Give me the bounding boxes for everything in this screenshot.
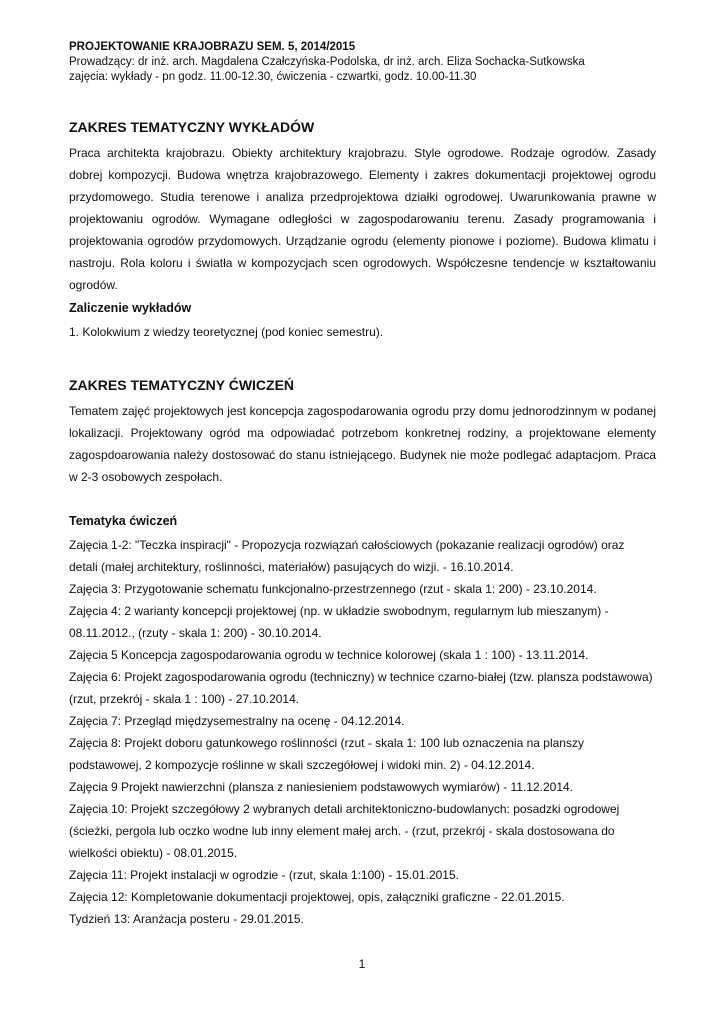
schedule-line: zajęcia: wykłady - pn godz. 11.00-12.30, ćwiczenia - czwartki, godz. 10.00-11.30 [69, 71, 477, 83]
topic-item: Zajęcia 3: Przygotowanie schematu funkcjonalno-przestrzennego (rzut - skala 1: 200) - 23.10.2014. [69, 582, 597, 596]
topic-item: Zajęcia 10: Projekt szczegółowy 2 wybranych detali architektoniczno-budowlanych: posadzki ogrodowej (ścieżki, pergola lub oczko wodne lub inny element małej arch. - (rzut, przekrój - skala dostosowana do wielkości obiektu) - 08.01.2015. [69, 802, 620, 860]
document-header [69, 40, 656, 85]
topic-item: Zajęcia 7: Przegląd międzysemestralny na ocenę - 04.12.2014. [69, 714, 405, 728]
exercises-section-title: ZAKRES TEMATYCZNY ĆWICZEŃ [69, 377, 295, 393]
topic-item: Zajęcia 8: Projekt doboru gatunkowego roślinności (rzut - skala 1: 100 lub oznaczenia na planszy podstawowej, 2 kompozycje roślinne w skali szczegółowej i widoki min. 2) - 04.12.2014. [69, 736, 584, 772]
topic-item: Zajęcia 9 Projekt nawierzchni (plansza z naniesieniem podstawowych wymiarów) - 11.12.2014. [69, 780, 574, 794]
topic-item: Zajęcia 11: Projekt instalacji w ogrodzie - (rzut, skala 1:100) - 15.01.2015. [69, 868, 459, 882]
topic-item: Zajęcia 12: Kompletowanie dokumentacji projektowej, opis, załączniki graficzne - 22.01.2015. [69, 890, 565, 904]
topics-title: Tematyka ćwiczeń [69, 514, 178, 528]
topic-item: Tydzień 13: Aranżacja posteru - 29.01.2015. [69, 912, 304, 926]
lectures-credit-body: 1. Kolokwium z wiedzy teoretycznej (pod koniec semestru). [69, 325, 384, 339]
instructors-line: Prowadzący: dr inż. arch. Magdalena Czałczyńska-Podolska, dr inż. arch. Eliza Sochacka-Sutkowska [69, 56, 585, 68]
lectures-body: Praca architekta krajobrazu. Obiekty architektury krajobrazu. Style ogrodowe. Rodzaje ogrodów. Zasady dobrej kompozycji. Budowa wnętrza krajobrazowego. Elementy i zakres dokumentacji projektowej ogrodu przydomowego. Studia terenowe i analiza przedprojektowa działki ogrodowej. Uwarunkowania prawne w projektowaniu ogrodów. Wymagane odległości w zagospodarowaniu terenu. Zasady programowania i projektowania ogrodów przydomowych. Urządzanie ogrodu (elementy pionowe i poziome). Budowa klimatu i nastroju. Rola koloru i światła w kompozycjach scen ogrodowych. Współczesne tendencje w kształtowaniu ogrodów. [69, 146, 656, 292]
topic-item: Zajęcia 6: Projekt zagospodarowania ogrodu (techniczny) w technice czarno-białej (tzw. plansza podstawowa) (rzut, przekrój - skala 1 : 100) - 27.10.2014. [69, 670, 653, 706]
topic-item: Zajęcia 1-2: "Teczka inspiracji" - Propozycja rozwiązań całościowych (pokazanie realizacji ogrodów) oraz detali (małej architektury, roślinności, materiałów) pasujących do wizji. - 16.10.2014. [69, 538, 625, 574]
course-title: PROJEKTOWANIE KRAJOBRAZU SEM. 5, 2014/2015 [69, 41, 356, 53]
document-page [69, 40, 656, 930]
topic-item: Zajęcia 4: 2 warianty koncepcji projektowej (np. w układzie swobodnym, regularnym lub mieszanym) - 08.11.2012., (rzuty - skala 1: 200) - 30.10.2014. [69, 604, 609, 640]
exercises-body: Tematem zajęć projektowych jest koncepcja zagospodarowania ogrodu przy domu jednorodzinnym w podanej lokalizacji. Projektowany ogród ma odpowiadać potrzebom konkretnej rodziny, a projektowane elementy zagospdoarowania należy dostosować do stanu istniejącego. Budynek nie może podlegać adaptacjom. Praca w 2-3 osobowych zespołach. [69, 404, 656, 484]
topic-item: Zajęcia 5 Koncepcja zagospodarowania ogrodu w technice kolorowej (skala 1 : 100) - 13.11.2014. [69, 648, 589, 662]
page-number: 1 [358, 957, 366, 971]
lectures-section-title: ZAKRES TEMATYCZNY WYKŁADÓW [69, 119, 315, 135]
lectures-credit-title: Zaliczenie wykładów [69, 301, 192, 315]
topics-list [69, 534, 656, 930]
